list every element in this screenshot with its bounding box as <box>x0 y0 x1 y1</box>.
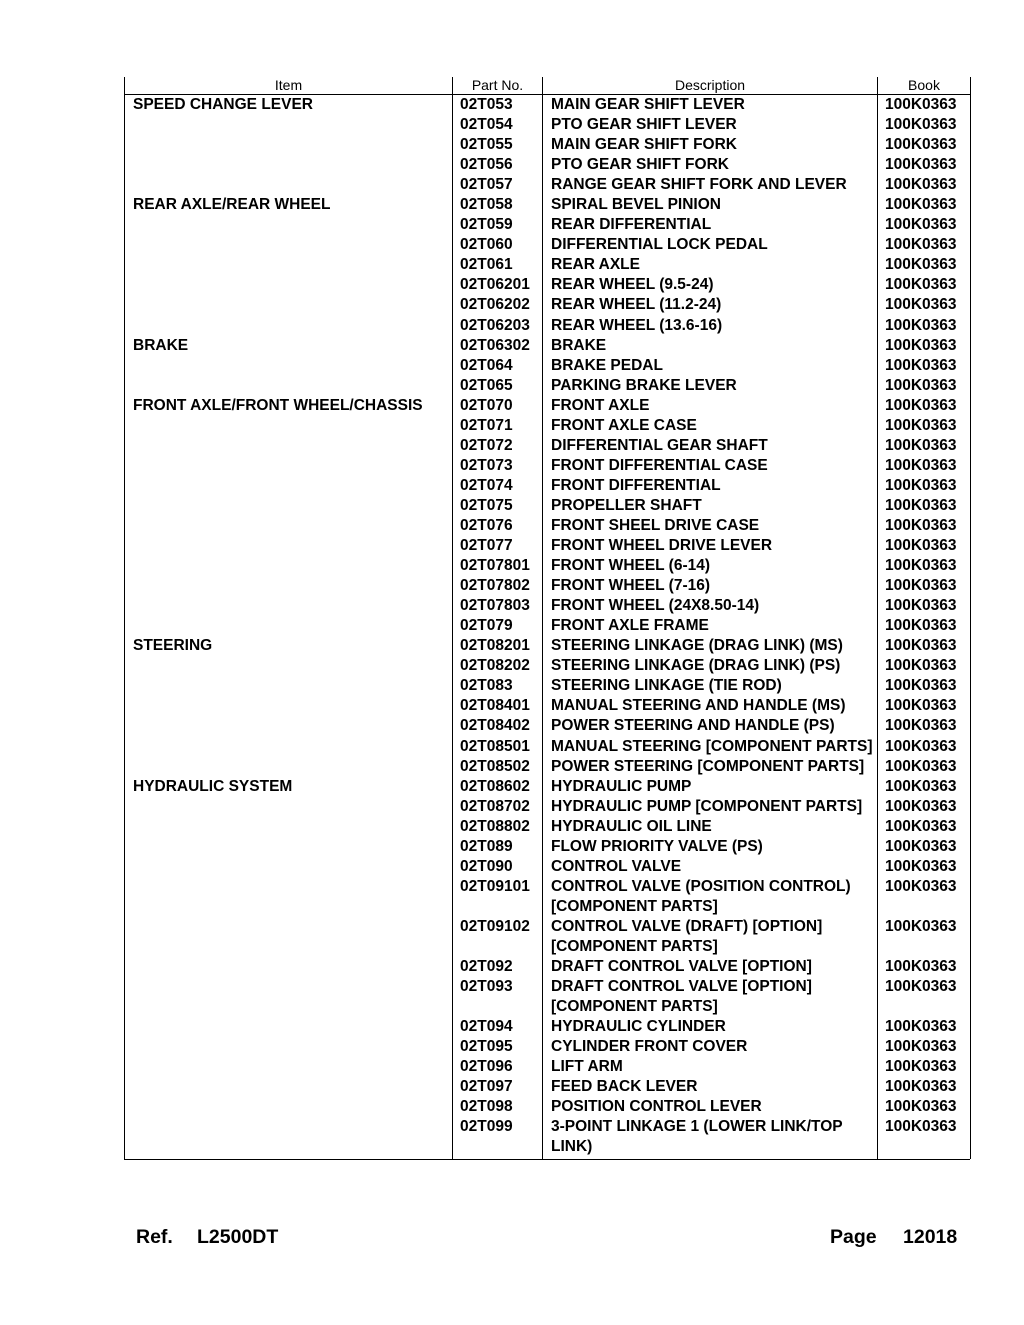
description-cell: RANGE GEAR SHIFT FORK AND LEVER <box>543 175 878 195</box>
book-cell: 100K0363 <box>878 857 971 877</box>
description-cell: POWER STEERING AND HANDLE (PS) <box>543 716 878 736</box>
description-cell: FRONT AXLE <box>543 396 878 416</box>
book-cell: 100K0363 <box>878 215 971 235</box>
table-row <box>125 797 971 817</box>
part-no-cell: 02T094 <box>453 1017 543 1037</box>
item-cell <box>125 456 453 476</box>
part-no-cell: 02T093 <box>453 977 543 1017</box>
part-no-cell: 02T079 <box>453 616 543 636</box>
item-cell <box>125 616 453 636</box>
item-cell: BRAKE <box>125 336 453 356</box>
description-cell: POSITION CONTROL LEVER <box>543 1097 878 1117</box>
part-no-cell: 02T06201 <box>453 275 543 295</box>
table-row <box>125 877 971 917</box>
part-no-cell: 02T097 <box>453 1077 543 1097</box>
item-cell <box>125 857 453 877</box>
book-cell: 100K0363 <box>878 757 971 777</box>
description-cell: PROPELLER SHAFT <box>543 496 878 516</box>
item-cell <box>125 235 453 255</box>
description-cell: BRAKE PEDAL <box>543 356 878 376</box>
part-no-cell: 02T054 <box>453 115 543 135</box>
item-cell <box>125 135 453 155</box>
table-row <box>125 376 971 396</box>
book-cell: 100K0363 <box>878 777 971 797</box>
item-cell <box>125 556 453 576</box>
description-cell: PARKING BRAKE LEVER <box>543 376 878 396</box>
part-no-cell: 02T08602 <box>453 777 543 797</box>
description-cell: FRONT WHEEL (6-14) <box>543 556 878 576</box>
description-cell: FRONT WHEEL DRIVE LEVER <box>543 536 878 556</box>
table-row <box>125 616 971 636</box>
item-cell <box>125 957 453 977</box>
description-cell: FRONT SHEEL DRIVE CASE <box>543 516 878 536</box>
book-cell: 100K0363 <box>878 476 971 496</box>
part-no-cell: 02T099 <box>453 1117 543 1159</box>
table-row <box>125 556 971 576</box>
part-no-cell: 02T077 <box>453 536 543 556</box>
table-row <box>125 155 971 175</box>
item-cell <box>125 716 453 736</box>
column-header-part-no: Part No. <box>453 77 543 95</box>
parts-index-sheet <box>124 77 970 1160</box>
table-row <box>125 757 971 777</box>
item-cell <box>125 175 453 195</box>
table-row <box>125 817 971 837</box>
description-cell: DRAFT CONTROL VALVE [OPTION] <box>543 957 878 977</box>
description-cell: LIFT ARM <box>543 1057 878 1077</box>
page-label: Page <box>830 1226 877 1248</box>
book-cell: 100K0363 <box>878 295 971 315</box>
table-row <box>125 316 971 336</box>
column-header-item: Item <box>125 77 453 95</box>
part-no-cell: 02T08202 <box>453 656 543 676</box>
part-no-cell: 02T08402 <box>453 716 543 736</box>
description-cell: MAIN GEAR SHIFT FORK <box>543 135 878 155</box>
item-cell <box>125 295 453 315</box>
table-row <box>125 696 971 716</box>
book-cell: 100K0363 <box>878 1017 971 1037</box>
book-cell: 100K0363 <box>878 115 971 135</box>
table-row <box>125 255 971 275</box>
book-cell: 100K0363 <box>878 877 971 917</box>
description-cell: HYDRAULIC OIL LINE <box>543 817 878 837</box>
book-cell: 100K0363 <box>878 656 971 676</box>
book-cell: 100K0363 <box>878 416 971 436</box>
table-row <box>125 436 971 456</box>
description-cell: FRONT WHEEL (24X8.50-14) <box>543 596 878 616</box>
description-cell: STEERING LINKAGE (DRAG LINK) (PS) <box>543 656 878 676</box>
part-no-cell: 02T058 <box>453 195 543 215</box>
description-cell: FEED BACK LEVER <box>543 1077 878 1097</box>
part-no-cell: 02T074 <box>453 476 543 496</box>
item-cell <box>125 576 453 596</box>
description-cell: REAR WHEEL (11.2-24) <box>543 295 878 315</box>
table-row <box>125 857 971 877</box>
description-cell: DIFFERENTIAL GEAR SHAFT <box>543 436 878 456</box>
description-cell: SPIRAL BEVEL PINION <box>543 195 878 215</box>
part-no-cell: 02T07803 <box>453 596 543 616</box>
part-no-cell: 02T08502 <box>453 757 543 777</box>
column-header-description: Description <box>543 77 878 95</box>
book-cell: 100K0363 <box>878 737 971 757</box>
table-row <box>125 536 971 556</box>
description-cell: CONTROL VALVE <box>543 857 878 877</box>
item-cell <box>125 1077 453 1097</box>
book-cell: 100K0363 <box>878 175 971 195</box>
item-cell <box>125 656 453 676</box>
book-cell: 100K0363 <box>878 255 971 275</box>
item-cell <box>125 757 453 777</box>
description-cell: CONTROL VALVE (DRAFT) [OPTION] [COMPONENT PARTS] <box>543 917 878 957</box>
description-cell: POWER STEERING [COMPONENT PARTS] <box>543 757 878 777</box>
table-row <box>125 917 971 957</box>
table-row <box>125 676 971 696</box>
description-cell: REAR WHEEL (13.6-16) <box>543 316 878 336</box>
description-cell: 3-POINT LINKAGE 1 (LOWER LINK/TOP LINK) <box>543 1117 878 1159</box>
part-no-cell: 02T08802 <box>453 817 543 837</box>
book-cell: 100K0363 <box>878 536 971 556</box>
item-cell <box>125 1097 453 1117</box>
part-no-cell: 02T073 <box>453 456 543 476</box>
book-cell: 100K0363 <box>878 516 971 536</box>
table-row <box>125 396 971 416</box>
item-cell <box>125 155 453 175</box>
table-row <box>125 656 971 676</box>
table-row <box>125 716 971 736</box>
book-cell: 100K0363 <box>878 676 971 696</box>
table-bottom-rule <box>124 1159 970 1160</box>
item-cell <box>125 275 453 295</box>
description-cell: CYLINDER FRONT COVER <box>543 1037 878 1057</box>
description-cell: FLOW PRIORITY VALVE (PS) <box>543 837 878 857</box>
book-cell: 100K0363 <box>878 316 971 336</box>
book-cell: 100K0363 <box>878 636 971 656</box>
description-cell: DIFFERENTIAL LOCK PEDAL <box>543 235 878 255</box>
page-number: 12018 <box>903 1226 958 1248</box>
book-cell: 100K0363 <box>878 336 971 356</box>
part-no-cell: 02T055 <box>453 135 543 155</box>
book-cell: 100K0363 <box>878 95 971 116</box>
page-footer <box>124 1224 970 1250</box>
table-row <box>125 957 971 977</box>
book-cell: 100K0363 <box>878 917 971 957</box>
book-cell: 100K0363 <box>878 696 971 716</box>
table-row <box>125 336 971 356</box>
book-cell: 100K0363 <box>878 195 971 215</box>
parts-table <box>124 77 971 1159</box>
item-cell <box>125 676 453 696</box>
item-cell <box>125 476 453 496</box>
book-cell: 100K0363 <box>878 616 971 636</box>
table-row <box>125 1077 971 1097</box>
item-cell <box>125 1017 453 1037</box>
part-no-cell: 02T090 <box>453 857 543 877</box>
description-cell: FRONT DIFFERENTIAL CASE <box>543 456 878 476</box>
book-cell: 100K0363 <box>878 396 971 416</box>
part-no-cell: 02T089 <box>453 837 543 857</box>
description-cell: FRONT WHEEL (7-16) <box>543 576 878 596</box>
part-no-cell: 02T075 <box>453 496 543 516</box>
book-cell: 100K0363 <box>878 436 971 456</box>
table-row <box>125 1037 971 1057</box>
part-no-cell: 02T096 <box>453 1057 543 1077</box>
item-cell <box>125 817 453 837</box>
part-no-cell: 02T059 <box>453 215 543 235</box>
item-cell: HYDRAULIC SYSTEM <box>125 777 453 797</box>
table-row <box>125 837 971 857</box>
book-cell: 100K0363 <box>878 716 971 736</box>
description-cell: PTO GEAR SHIFT LEVER <box>543 115 878 135</box>
part-no-cell: 02T08501 <box>453 737 543 757</box>
description-cell: HYDRAULIC PUMP [COMPONENT PARTS] <box>543 797 878 817</box>
book-cell: 100K0363 <box>878 496 971 516</box>
table-row <box>125 516 971 536</box>
part-no-cell: 02T076 <box>453 516 543 536</box>
description-cell: MAIN GEAR SHIFT LEVER <box>543 95 878 116</box>
table-row <box>125 977 971 1017</box>
table-row <box>125 275 971 295</box>
part-no-cell: 02T098 <box>453 1097 543 1117</box>
description-cell: MANUAL STEERING AND HANDLE (MS) <box>543 696 878 716</box>
item-cell <box>125 496 453 516</box>
part-no-cell: 02T09101 <box>453 877 543 917</box>
description-cell: REAR DIFFERENTIAL <box>543 215 878 235</box>
item-cell: SPEED CHANGE LEVER <box>125 95 453 116</box>
table-row <box>125 135 971 155</box>
item-cell: STEERING <box>125 636 453 656</box>
table-row <box>125 115 971 135</box>
book-cell: 100K0363 <box>878 155 971 175</box>
description-cell: HYDRAULIC CYLINDER <box>543 1017 878 1037</box>
description-cell: STEERING LINKAGE (DRAG LINK) (MS) <box>543 636 878 656</box>
part-no-cell: 02T08702 <box>453 797 543 817</box>
part-no-cell: 02T057 <box>453 175 543 195</box>
part-no-cell: 02T06302 <box>453 336 543 356</box>
table-row <box>125 476 971 496</box>
table-row <box>125 1097 971 1117</box>
part-no-cell: 02T056 <box>453 155 543 175</box>
item-cell <box>125 436 453 456</box>
item-cell <box>125 837 453 857</box>
description-cell: REAR WHEEL (9.5-24) <box>543 275 878 295</box>
description-cell: MANUAL STEERING [COMPONENT PARTS] <box>543 737 878 757</box>
book-cell: 100K0363 <box>878 135 971 155</box>
book-cell: 100K0363 <box>878 957 971 977</box>
table-row <box>125 195 971 215</box>
book-cell: 100K0363 <box>878 837 971 857</box>
book-cell: 100K0363 <box>878 1117 971 1159</box>
item-cell <box>125 516 453 536</box>
item-cell <box>125 1117 453 1159</box>
item-cell <box>125 115 453 135</box>
description-cell: PTO GEAR SHIFT FORK <box>543 155 878 175</box>
book-cell: 100K0363 <box>878 356 971 376</box>
table-row <box>125 636 971 656</box>
table-row <box>125 456 971 476</box>
item-cell <box>125 376 453 396</box>
table-row <box>125 737 971 757</box>
item-cell <box>125 1037 453 1057</box>
table-row <box>125 1057 971 1077</box>
item-cell <box>125 977 453 1017</box>
table-row <box>125 576 971 596</box>
item-cell <box>125 536 453 556</box>
part-no-cell: 02T065 <box>453 376 543 396</box>
book-cell: 100K0363 <box>878 235 971 255</box>
part-no-cell: 02T070 <box>453 396 543 416</box>
book-cell: 100K0363 <box>878 1097 971 1117</box>
book-cell: 100K0363 <box>878 977 971 1017</box>
part-no-cell: 02T095 <box>453 1037 543 1057</box>
parts-table-header <box>125 77 971 95</box>
description-cell: REAR AXLE <box>543 255 878 275</box>
part-no-cell: 02T092 <box>453 957 543 977</box>
table-row <box>125 416 971 436</box>
table-row <box>125 175 971 195</box>
description-cell: FRONT DIFFERENTIAL <box>543 476 878 496</box>
book-cell: 100K0363 <box>878 1037 971 1057</box>
table-row <box>125 596 971 616</box>
description-cell: FRONT AXLE FRAME <box>543 616 878 636</box>
part-no-cell: 02T08201 <box>453 636 543 656</box>
part-no-cell: 02T053 <box>453 95 543 116</box>
part-no-cell: 02T08401 <box>453 696 543 716</box>
ref-value: L2500DT <box>197 1226 279 1248</box>
item-cell <box>125 255 453 275</box>
part-no-cell: 02T071 <box>453 416 543 436</box>
part-no-cell: 02T06202 <box>453 295 543 315</box>
table-row <box>125 295 971 315</box>
book-cell: 100K0363 <box>878 556 971 576</box>
description-cell: BRAKE <box>543 336 878 356</box>
table-row <box>125 95 971 116</box>
table-row <box>125 215 971 235</box>
part-no-cell: 02T09102 <box>453 917 543 957</box>
column-header-book: Book <box>878 77 971 95</box>
item-cell <box>125 356 453 376</box>
book-cell: 100K0363 <box>878 1077 971 1097</box>
description-cell: DRAFT CONTROL VALVE [OPTION] [COMPONENT PARTS] <box>543 977 878 1017</box>
item-cell <box>125 215 453 235</box>
book-cell: 100K0363 <box>878 376 971 396</box>
item-cell: FRONT AXLE/FRONT WHEEL/CHASSIS <box>125 396 453 416</box>
book-cell: 100K0363 <box>878 456 971 476</box>
part-no-cell: 02T064 <box>453 356 543 376</box>
item-cell <box>125 696 453 716</box>
book-cell: 100K0363 <box>878 275 971 295</box>
item-cell: REAR AXLE/REAR WHEEL <box>125 195 453 215</box>
item-cell <box>125 1057 453 1077</box>
book-cell: 100K0363 <box>878 596 971 616</box>
table-row <box>125 496 971 516</box>
description-cell: CONTROL VALVE (POSITION CONTROL) [COMPONENT PARTS] <box>543 877 878 917</box>
table-row <box>125 1117 971 1159</box>
part-no-cell: 02T060 <box>453 235 543 255</box>
table-row <box>125 356 971 376</box>
item-cell <box>125 877 453 917</box>
part-no-cell: 02T061 <box>453 255 543 275</box>
part-no-cell: 02T07801 <box>453 556 543 576</box>
part-no-cell: 02T06203 <box>453 316 543 336</box>
table-row <box>125 235 971 255</box>
item-cell <box>125 596 453 616</box>
description-cell: STEERING LINKAGE (TIE ROD) <box>543 676 878 696</box>
book-cell: 100K0363 <box>878 797 971 817</box>
description-cell: FRONT AXLE CASE <box>543 416 878 436</box>
ref-label: Ref. <box>136 1226 173 1248</box>
item-cell <box>125 917 453 957</box>
book-cell: 100K0363 <box>878 576 971 596</box>
table-row <box>125 1017 971 1037</box>
part-no-cell: 02T07802 <box>453 576 543 596</box>
book-cell: 100K0363 <box>878 817 971 837</box>
parts-table-body <box>125 95 971 1160</box>
book-cell: 100K0363 <box>878 1057 971 1077</box>
item-cell <box>125 737 453 757</box>
item-cell <box>125 316 453 336</box>
description-cell: HYDRAULIC PUMP <box>543 777 878 797</box>
item-cell <box>125 797 453 817</box>
item-cell <box>125 416 453 436</box>
table-row <box>125 777 971 797</box>
part-no-cell: 02T072 <box>453 436 543 456</box>
part-no-cell: 02T083 <box>453 676 543 696</box>
